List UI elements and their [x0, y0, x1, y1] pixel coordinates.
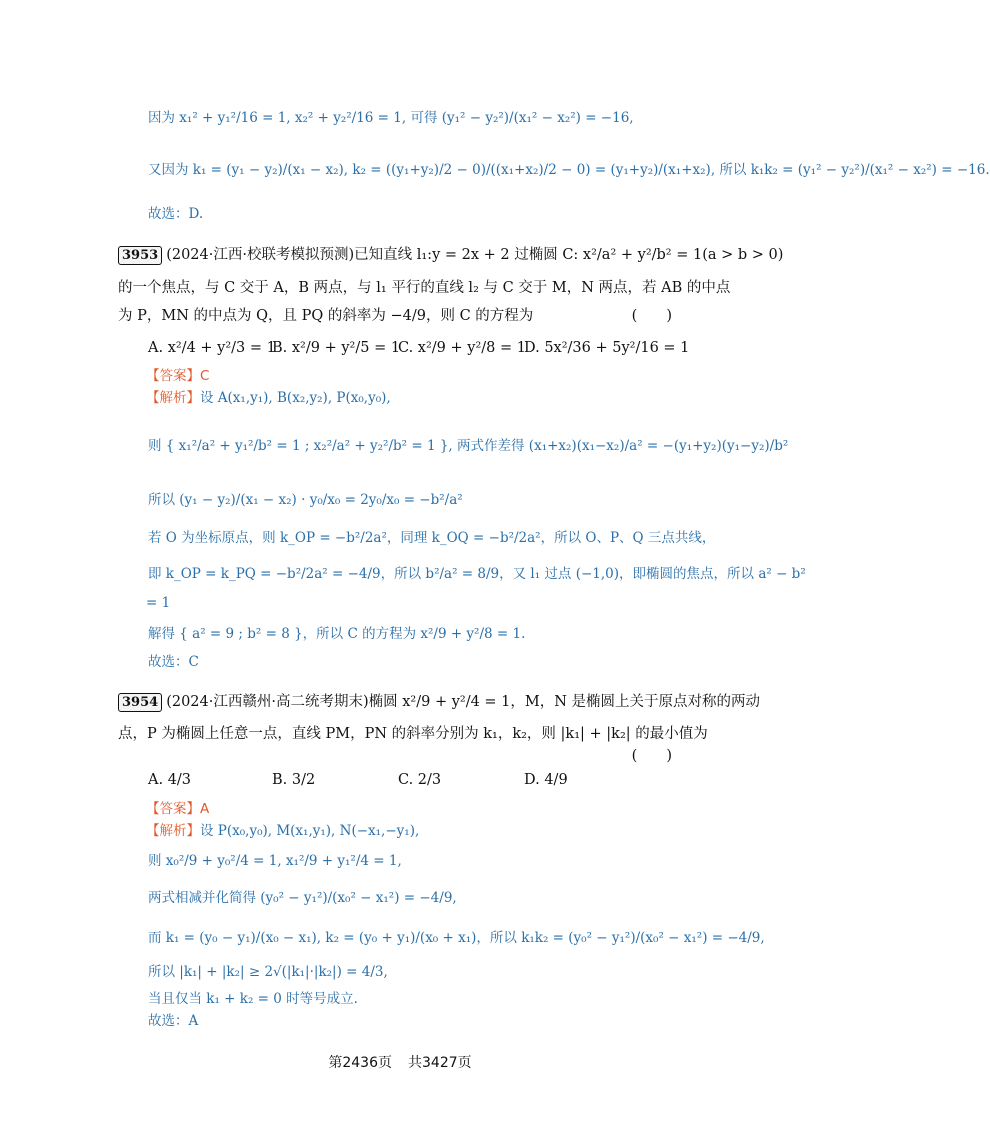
answer-paren: ( ) [631, 308, 672, 324]
analysis-line3: 所以 (y₁ − y₂)/(x₁ − x₂) · y₀/x₀ = 2y₀/x₀ = −b²/a² [148, 492, 463, 508]
question-number-badge: 3953 [118, 246, 162, 265]
analysis-line2: 则 x₀²/9 + y₀²/4 = 1, x₁²/9 + y₁²/4 = 1, [148, 853, 402, 869]
analysis-conclusion: 故选：C [148, 654, 199, 670]
analysis-line3: 两式相减并化简得 (y₀² − y₁²)/(x₀² − x₁²) = −4/9, [148, 890, 457, 906]
option-a: A. x²/4 + y²/3 = 1 [148, 340, 276, 356]
prev-solution-line1: 因为 x₁² + y₁²/16 = 1, x₂² + y₂²/16 = 1, 可得 (y₁² − y₂²)/(x₁² − x₂²) = −16, [148, 110, 634, 126]
analysis-line1 [146, 825, 419, 839]
option-d: D. 4/9 [524, 772, 568, 788]
analysis-line7: 解得 { a² = 9 ; b² = 8 }，所以 C 的方程为 x²/9 + y²/8 = 1. [148, 626, 526, 642]
option-d: D. 5x²/36 + 5y²/16 = 1 [524, 340, 690, 356]
analysis-line6: 当且仅当 k₁ + k₂ = 0 时等号成立. [148, 991, 358, 1007]
prev-solution-line2: 又因为 k₁ = (y₁ − y₂)/(x₁ − x₂), k₂ = ((y₁+y₂)/2 − 0)/((x₁+x₂)/2 − 0) = (y₁+y₂)/(x₁+x₂), 所以 k₁k₂ = (y₁² − y₂²)/(x₁² − x₂²) = −16. [148, 162, 990, 178]
analysis-line2: 则 { x₁²/a² + y₁²/b² = 1 ; x₂²/a² + y₂²/b² = 1 }, 两式作差得 (x₁+x₂)(x₁−x₂)/a² = −(y₁+y₂)(y₁−y₂)/b² [148, 438, 789, 454]
option-b: B. 3/2 [272, 772, 316, 788]
analysis-text: 设 P(x₀,y₀), M(x₁,y₁), N(−x₁,−y₁), [200, 823, 420, 839]
answer-line [146, 370, 209, 384]
page-number: 第2436页 [328, 1055, 392, 1071]
analysis-conclusion: 故选：A [148, 1013, 199, 1029]
question-3954-line1 [118, 690, 760, 712]
analysis-text: 设 A(x₁,y₁), B(x₂,y₂), P(x₀,y₀), [200, 390, 391, 406]
question-3954-line2: 点，P 为椭圆上任意一点，直线 PM，PN 的斜率分别为 k₁，k₂，则 |k₁| + |k₂| 的最小值为 [118, 726, 708, 742]
question-3954-text1: (2024·江西赣州·高二统考期末)椭圆 x²/9 + y²/4 = 1，M，N 是椭圆上关于原点对称的两动 [166, 694, 761, 710]
option-a: A. 4/3 [148, 772, 192, 788]
question-3953-line2: 的一个焦点，与 C 交于 A，B 两点，与 l₁ 平行的直线 l₂ 与 C 交于 M，N 两点，若 AB 的中点 [118, 280, 731, 296]
analysis-line4: 而 k₁ = (y₀ − y₁)/(x₀ − x₁), k₂ = (y₀ + y₁)/(x₀ + x₁)，所以 k₁k₂ = (y₀² − y₁²)/(x₀² − x₁²) = −4/9, [148, 930, 765, 946]
option-c: C. 2/3 [398, 772, 442, 788]
page-total: 共3427页 [408, 1055, 472, 1071]
answer-paren: ( ) [631, 748, 672, 764]
answer-label: 【答案】 [146, 368, 200, 384]
page-footer [0, 1052, 800, 1072]
question-3953-text1: (2024·江西·校联考模拟预测)已知直线 l₁:y = 2x + 2 过椭圆 C: x²/a² + y²/b² = 1(a > b > 0) [166, 247, 784, 263]
answer-line [146, 803, 209, 817]
answer-value: C [200, 368, 210, 384]
option-b: B. x²/9 + y²/5 = 1 [272, 340, 401, 356]
analysis-line4: 若 O 为坐标原点，则 k_OP = −b²/2a²，同理 k_OQ = −b²/2a²，所以 O、P、Q 三点共线， [148, 530, 716, 546]
analysis-line1 [146, 392, 391, 406]
question-3953-line3: 为 P，MN 的中点为 Q，且 PQ 的斜率为 −4/9，则 C 的方程为 [118, 308, 534, 324]
prev-conclusion: 故选：D. [148, 206, 204, 222]
question-3953-line1 [118, 243, 783, 265]
option-c: C. x²/9 + y²/8 = 1 [398, 340, 526, 356]
analysis-label: 【解析】 [146, 823, 200, 839]
analysis-line5: 所以 |k₁| + |k₂| ≥ 2√(|k₁|·|k₂|) = 4/3, [148, 964, 388, 980]
answer-label: 【答案】 [146, 801, 200, 817]
analysis-line5: 即 k_OP = k_PQ = −b²/2a² = −4/9，所以 b²/a² = 8/9，又 l₁ 过点 (−1,0)，即椭圆的焦点，所以 a² − b² [148, 566, 806, 582]
question-number-badge: 3954 [118, 693, 162, 712]
analysis-label: 【解析】 [146, 390, 200, 406]
analysis-line6: = 1 [146, 595, 171, 611]
answer-value: A [200, 801, 210, 817]
